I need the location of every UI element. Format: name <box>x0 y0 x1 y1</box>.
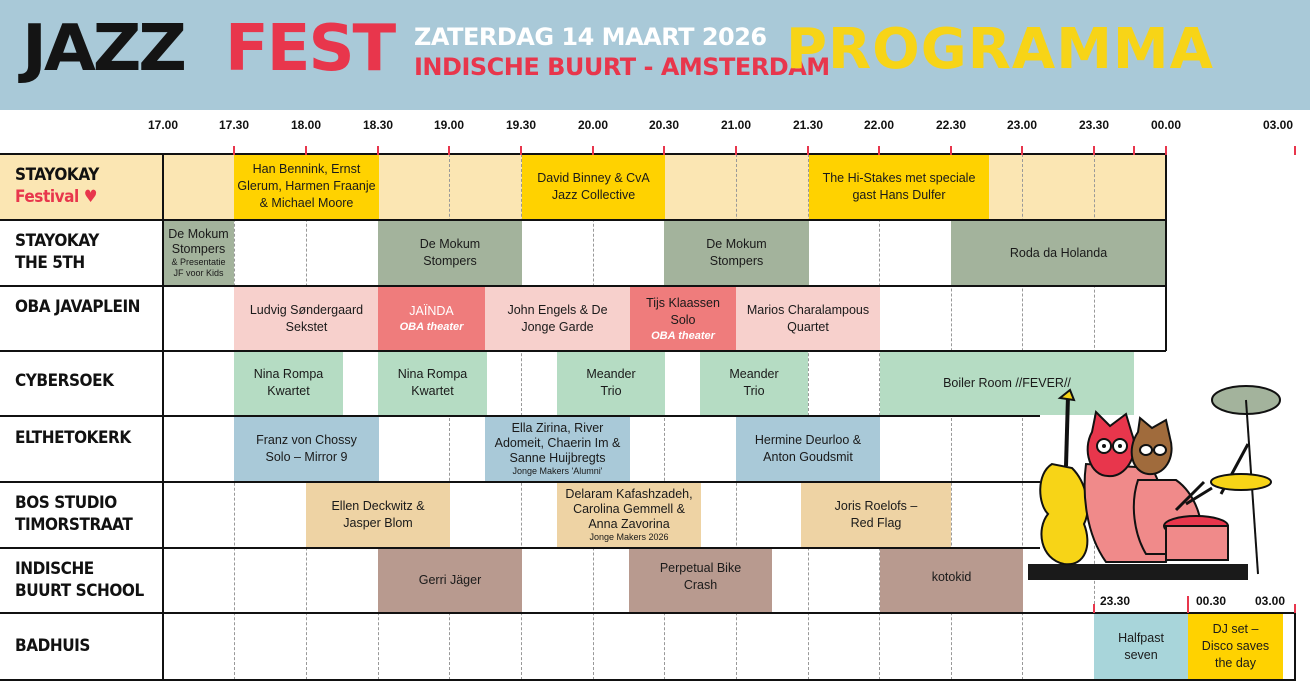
act-note: OBA theater <box>399 321 464 333</box>
act-block[interactable] <box>557 482 701 547</box>
time-label: 23.00 <box>1006 118 1038 132</box>
time-label: 22.30 <box>935 118 967 132</box>
act-name: DJ set – Disco saves the day <box>1201 622 1270 670</box>
time-tick <box>1133 146 1135 155</box>
time-tick <box>1294 146 1296 155</box>
act-block[interactable] <box>234 154 379 219</box>
act-name: Meander Trio <box>586 367 636 398</box>
time-label: 21.30 <box>792 118 824 132</box>
act-block[interactable] <box>809 154 989 219</box>
act-block[interactable] <box>485 416 630 481</box>
act-block[interactable] <box>378 548 522 613</box>
act-block[interactable] <box>378 286 485 351</box>
venue-indische-buurt-school <box>15 558 144 602</box>
act-block[interactable] <box>306 482 450 547</box>
act-name: Meander Trio <box>729 367 779 398</box>
time-label: 23.30 <box>1078 118 1110 132</box>
row-divider <box>0 481 1040 483</box>
venue-bos-studio <box>15 492 132 536</box>
act-note: Jonge Makers 2026 <box>589 531 669 542</box>
time-label: 17.30 <box>218 118 250 132</box>
act-block[interactable] <box>557 351 665 415</box>
act-name: John Engels & De Jonge Garde <box>507 302 608 334</box>
venue-subtitle <box>15 186 99 208</box>
act-name: Roda da Holanda <box>1009 245 1108 260</box>
time-label: 20.30 <box>648 118 680 132</box>
act-note: & Presentatie JF voor Kids <box>171 257 226 278</box>
act-name: Nina Rompa Kwartet <box>253 367 324 398</box>
time-tick <box>520 146 522 155</box>
time-label: 19.00 <box>433 118 465 132</box>
act-block[interactable] <box>1094 614 1188 679</box>
act-name: Delaram Kafashzadeh, Carolina Gemmell & Anna Zavorina <box>565 486 693 531</box>
act-name: Tijs Klaassen Solo <box>646 295 720 327</box>
logo-jazz: JAZZ <box>22 12 184 86</box>
row-divider <box>0 547 1040 549</box>
act-name: Ella Zirina, River Adomeit, Chaerin Im & Sanne Huijbregts <box>494 420 621 465</box>
act-name: kotokid <box>931 570 972 584</box>
logo-fest: FEST <box>225 12 395 86</box>
act-name: David Binney & CvA Jazz Collective <box>537 170 650 202</box>
column-divider <box>1165 153 1167 351</box>
heart-icon: ♥ <box>83 187 97 207</box>
act-block[interactable] <box>1188 614 1283 679</box>
act-block[interactable] <box>378 220 522 286</box>
time-label: 21.00 <box>720 118 752 132</box>
time-label: 18.00 <box>290 118 322 132</box>
venue-cybersoek <box>15 370 113 392</box>
time-label: 22.00 <box>863 118 895 132</box>
time-tick <box>1294 604 1296 613</box>
act-name: De Mokum Stompers <box>706 237 767 268</box>
venue-name: STAYOKAY <box>15 165 99 185</box>
act-name: The Hi-Stakes met speciale gast Hans Dulfer <box>822 170 976 202</box>
act-name: Franz von Chossy Solo – Mirror 9 <box>256 432 357 464</box>
venue-badhuis <box>15 635 90 657</box>
venue-name-line2: BUURT SCHOOL <box>15 581 144 601</box>
act-block[interactable] <box>163 220 234 286</box>
time-tick <box>592 146 594 155</box>
time-tick <box>663 146 665 155</box>
time-tick <box>448 146 450 155</box>
time-tick <box>1093 604 1095 613</box>
act-name: Gerri Jäger <box>418 573 482 587</box>
venue-name-line2: THE 5TH <box>15 253 85 273</box>
act-block[interactable] <box>880 548 1023 613</box>
time-tick <box>1165 146 1167 155</box>
act-block[interactable] <box>630 286 736 351</box>
act-name: JAÏNDA <box>409 304 454 318</box>
time-tick <box>377 146 379 155</box>
venue-name: ELTHETOKERK <box>15 428 131 448</box>
time-label: 20.00 <box>577 118 609 132</box>
venue-oba-javaplein <box>15 296 140 318</box>
venue-name: CYBERSOEK <box>15 371 114 391</box>
act-name: Marios Charalampous Quartet <box>746 302 870 334</box>
venue-name: BADHUIS <box>15 636 90 656</box>
act-name: Ellen Deckwitz & Jasper Blom <box>331 498 425 530</box>
act-block[interactable] <box>951 220 1166 286</box>
venue-name: OBA JAVAPLEIN <box>15 297 141 317</box>
badhuis-time: 03.00 <box>1255 594 1286 608</box>
venue-elthetokerk <box>15 427 131 449</box>
time-tick <box>305 146 307 155</box>
time-tick <box>1187 596 1189 613</box>
column-divider <box>162 153 164 681</box>
act-block[interactable] <box>736 416 880 481</box>
act-block[interactable] <box>700 351 808 415</box>
venue-name: STAYOKAY <box>15 231 99 251</box>
jazz-band-cats-illustration <box>1026 384 1286 590</box>
row-divider <box>0 285 1166 287</box>
time-label: 03.00 <box>1262 118 1294 132</box>
badhuis-time: 00.30 <box>1196 594 1227 608</box>
row-divider <box>0 679 1296 681</box>
venue-stayokay-festival <box>15 164 99 208</box>
time-label: 19.30 <box>505 118 537 132</box>
row-divider <box>0 219 1166 221</box>
act-note: OBA theater <box>651 329 715 342</box>
row-divider <box>0 153 1166 155</box>
time-tick <box>950 146 952 155</box>
act-block[interactable] <box>629 548 772 613</box>
event-date: ZATERDAG 14 MAART 2026 <box>414 23 767 51</box>
act-name: Ludvig Søndergaard Sekstet <box>249 302 364 334</box>
time-tick <box>1021 146 1023 155</box>
act-block[interactable] <box>234 286 379 351</box>
time-tick <box>1093 146 1095 155</box>
venue-stayokay-the-5th <box>15 230 99 274</box>
act-note: Jonge Makers 'Alumni' <box>512 465 603 476</box>
act-block[interactable] <box>736 286 880 351</box>
badhuis-time: 23.30 <box>1100 594 1131 608</box>
act-block[interactable] <box>485 286 630 351</box>
event-location: INDISCHE BUURT - AMSTERDAM <box>414 53 830 81</box>
act-name: Hermine Deurloo & Anton Goudsmit <box>754 432 862 464</box>
time-tick <box>233 146 235 155</box>
act-block[interactable] <box>378 351 487 415</box>
venue-name-line2: TIMORSTRAAT <box>15 515 133 535</box>
act-name: De Mokum Stompers <box>419 237 481 268</box>
time-tick <box>807 146 809 155</box>
header-banner <box>0 0 1310 110</box>
row-divider <box>0 612 1296 614</box>
act-block[interactable] <box>664 220 809 286</box>
row-divider <box>0 415 1040 417</box>
time-tick <box>735 146 737 155</box>
row-divider <box>0 350 1166 352</box>
venue-name: INDISCHE <box>15 559 94 579</box>
act-block[interactable] <box>522 154 665 219</box>
venue-name: BOS STUDIO <box>15 493 117 513</box>
act-name: Halfpast seven <box>1118 630 1164 662</box>
time-label: 17.00 <box>147 118 179 132</box>
time-tick <box>878 146 880 155</box>
venue-subtitle-text: Festival <box>15 187 79 207</box>
column-divider <box>1294 612 1296 681</box>
time-label: 00.00 <box>1150 118 1182 132</box>
act-name: Perpetual Bike Crash <box>659 561 742 592</box>
act-name: Joris Roelofs – Red Flag <box>834 498 918 530</box>
program-title: PROGRAMMA <box>786 17 1214 82</box>
act-name: Han Bennink, Ernst Glerum, Harmen Fraanje & Michael Moore <box>237 162 376 210</box>
act-name: De Mokum Stompers <box>168 227 229 256</box>
time-label: 18.30 <box>362 118 394 132</box>
act-name: Boiler Room //FEVER// <box>943 375 1071 390</box>
act-block[interactable] <box>234 351 343 415</box>
act-name: Nina Rompa Kwartet <box>397 367 468 398</box>
act-block[interactable] <box>234 416 379 481</box>
act-block[interactable] <box>801 482 951 547</box>
